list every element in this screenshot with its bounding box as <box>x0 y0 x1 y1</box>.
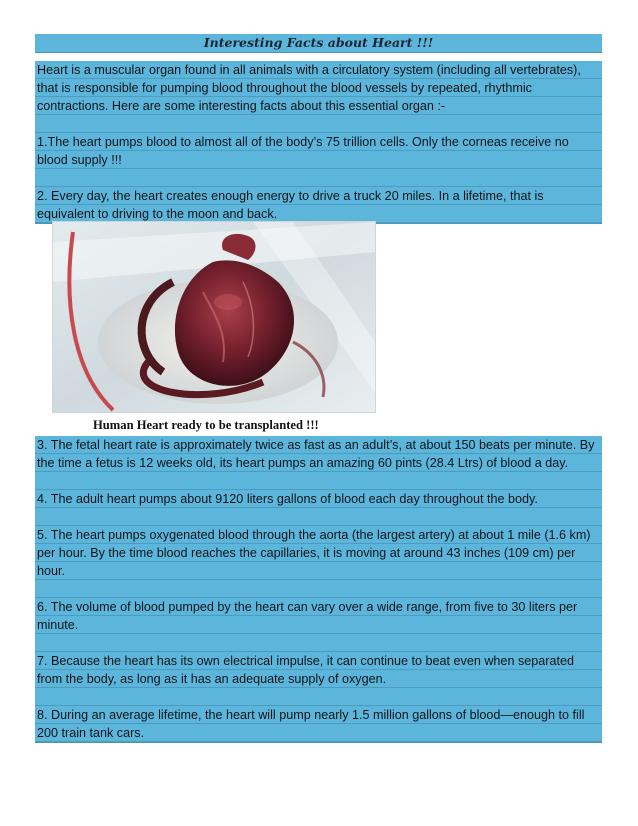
fact-item: 5. The heart pumps oxygenated blood through the aorta (the largest artery) at about 1 mile (1.6 km) per hour. By the time blood reaches the capillaries, it is moving at around 43 inches (109 cm) per hour. <box>37 528 591 578</box>
intro-paragraph: Heart is a muscular organ found in all animals with a circulatory system (including all vertebrates), that is responsible for pumping blood throughout the blood vessels by repeated, rhythmic contractions. Here are some interesting facts about this essential organ :- <box>37 63 581 113</box>
fact-item: 2. Every day, the heart creates enough energy to drive a truck 20 miles. In a lifetime, that is equivalent to driving to the moon and back. <box>37 189 544 221</box>
facts-band-top <box>35 61 602 224</box>
fact-item: 1.The heart pumps blood to almost all of the body’s 75 trillion cells. Only the corneas receive no blood supply !!! <box>37 135 569 167</box>
fact-item: 6. The volume of blood pumped by the heart can vary over a wide range, from five to 30 liters per minute. <box>37 600 578 632</box>
fact-item: 3. The fetal heart rate is approximately twice as fast as an adult’s, at about 150 beats per minute. By the time a fetus is 12 weeks old, its heart pumps an amazing 60 pints (28.4 Ltrs) of blood a day. <box>37 438 595 470</box>
fact-item: 7. Because the heart has its own electrical impulse, it can continue to beat even when separated from the body, as long as it has an adequate supply of oxygen. <box>37 654 574 686</box>
page-title: Interesting Facts about Heart !!! <box>35 34 602 53</box>
fact-item: 4. The adult heart pumps about 9120 liters gallons of blood each day throughout the body. <box>37 492 538 506</box>
fact-item: 8. During an average lifetime, the heart will pump nearly 1.5 million gallons of blood—enough to fill 200 train tank cars. <box>37 708 585 740</box>
heart-photo <box>52 221 376 413</box>
facts-band-bottom <box>35 436 602 743</box>
image-caption: Human Heart ready to be transplanted !!! <box>93 418 319 432</box>
